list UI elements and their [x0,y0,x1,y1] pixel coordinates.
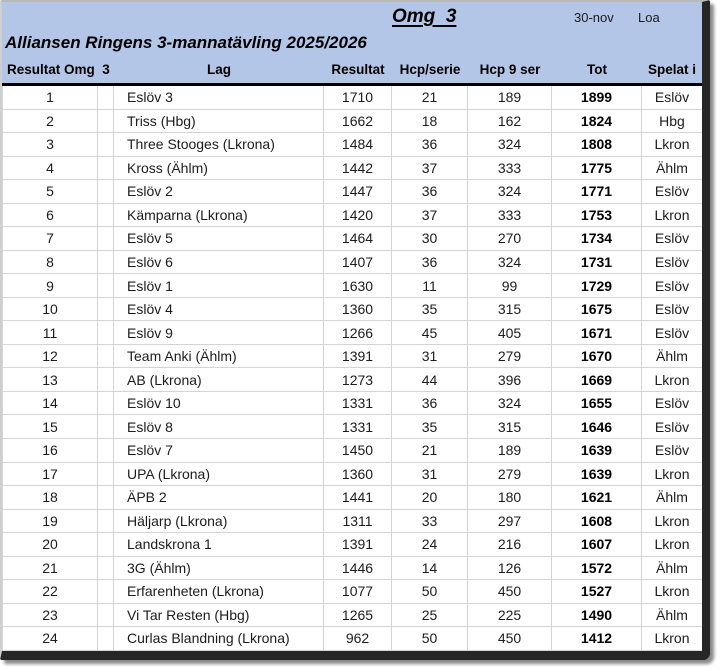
column-header-resultat-omg-3: Resultat Omg 3 [7,62,110,77]
cell-spacer[interactable] [98,510,114,534]
cell-spelat-i[interactable]: Lkron [642,368,702,392]
cell-hcp-9-ser[interactable]: 162 [468,110,552,134]
cell-spelat-i[interactable]: Lkron [642,204,702,228]
cell-hcp-9-ser[interactable]: 99 [468,274,552,298]
table-row [2,627,702,651]
cell-team[interactable]: Eslöv 5 [114,227,324,251]
cell-spacer[interactable] [98,86,114,110]
cell-team[interactable]: Triss (Hbg) [114,110,324,134]
cell-resultat[interactable]: 1360 [324,298,392,322]
cell-rank[interactable]: 15 [2,415,98,439]
cell-team[interactable]: Landskrona 1 [114,533,324,557]
cell-tot[interactable]: 1412 [552,627,642,651]
table-row [2,439,702,463]
cell-tot[interactable]: 1608 [552,510,642,534]
cell-team[interactable]: 3G (Ählm) [114,557,324,581]
cell-spelat-i[interactable]: Lkron [642,627,702,651]
cell-resultat[interactable]: 1450 [324,439,392,463]
table-row [2,392,702,416]
cell-hcp-serie[interactable]: 36 [392,251,468,275]
cell-tot[interactable]: 1671 [552,321,642,345]
cell-team[interactable]: Eslöv 3 [114,86,324,110]
cell-tot[interactable]: 1824 [552,110,642,134]
cell-hcp-9-ser[interactable]: 297 [468,510,552,534]
cell-team[interactable]: Kross (Ählm) [114,157,324,181]
cell-tot[interactable]: 1731 [552,251,642,275]
cell-hcp-serie[interactable]: 30 [392,227,468,251]
cell-resultat[interactable]: 1484 [324,133,392,157]
cell-tot[interactable]: 1572 [552,557,642,581]
cell-tot[interactable]: 1753 [552,204,642,228]
cell-spacer[interactable] [98,533,114,557]
cell-hcp-serie[interactable]: 50 [392,580,468,604]
cell-hcp-serie[interactable]: 33 [392,510,468,534]
table-row [2,345,702,369]
cell-resultat[interactable]: 1391 [324,345,392,369]
cell-hcp-9-ser[interactable]: 180 [468,486,552,510]
cell-team[interactable]: Curlas Blandning (Lkrona) [114,627,324,651]
cell-resultat[interactable]: 1077 [324,580,392,604]
cell-hcp-9-ser[interactable]: 324 [468,180,552,204]
date-label: 30-nov [574,10,614,25]
cell-rank[interactable]: 23 [2,604,98,628]
cell-rank[interactable]: 7 [2,227,98,251]
cell-hcp-serie[interactable]: 20 [392,486,468,510]
cell-spacer[interactable] [98,627,114,651]
table-row [2,274,702,298]
cell-spacer[interactable] [98,439,114,463]
cell-hcp-serie[interactable]: 18 [392,110,468,134]
cell-rank[interactable]: 3 [2,133,98,157]
cell-spacer[interactable] [98,133,114,157]
cell-team[interactable]: UPA (Lkrona) [114,463,324,487]
cell-rank[interactable]: 21 [2,557,98,581]
cell-rank[interactable]: 1 [2,86,98,110]
cell-team[interactable]: Eslöv 10 [114,392,324,416]
cell-spelat-i[interactable]: Eslöv [642,298,702,322]
cell-rank[interactable]: 22 [2,580,98,604]
cell-hcp-serie[interactable]: 37 [392,157,468,181]
cell-spacer[interactable] [98,298,114,322]
cell-resultat[interactable]: 1331 [324,415,392,439]
cell-hcp-9-ser[interactable]: 405 [468,321,552,345]
column-header-spelat-i: Spelat i [647,62,696,77]
cell-hcp-9-ser[interactable]: 270 [468,227,552,251]
cell-hcp-serie[interactable]: 36 [392,133,468,157]
cell-spacer[interactable] [98,157,114,181]
cell-hcp-serie[interactable]: 45 [392,321,468,345]
cell-team[interactable]: Eslöv 4 [114,298,324,322]
table-row [2,180,702,204]
cell-team[interactable]: ÄPB 2 [114,486,324,510]
table-row [2,227,702,251]
initials-label: Loa [638,10,660,25]
cell-rank[interactable]: 19 [2,510,98,534]
cell-tot[interactable]: 1734 [552,227,642,251]
cell-tot[interactable]: 1670 [552,345,642,369]
table-row [2,110,702,134]
cell-team[interactable]: Eslöv 8 [114,415,324,439]
table-row [2,486,702,510]
table-row [2,86,702,110]
cell-spacer[interactable] [98,227,114,251]
cell-resultat[interactable]: 1391 [324,533,392,557]
cell-rank[interactable]: 5 [2,180,98,204]
cell-spacer[interactable] [98,345,114,369]
table-row [2,415,702,439]
cell-tot[interactable]: 1808 [552,133,642,157]
cell-spelat-i[interactable]: Lkron [642,463,702,487]
cell-team[interactable]: Eslöv 6 [114,251,324,275]
cell-resultat[interactable]: 1273 [324,368,392,392]
cell-hcp-9-ser[interactable]: 450 [468,580,552,604]
cell-hcp-serie[interactable]: 36 [392,392,468,416]
table-row [2,580,702,604]
cell-spacer[interactable] [98,604,114,628]
cell-hcp-serie[interactable]: 21 [392,439,468,463]
cell-spacer[interactable] [98,110,114,134]
cell-resultat[interactable]: 1331 [324,392,392,416]
cell-rank[interactable]: 16 [2,439,98,463]
cell-hcp-serie[interactable]: 24 [392,533,468,557]
cell-hcp-9-ser[interactable]: 279 [468,463,552,487]
cell-hcp-9-ser[interactable]: 333 [468,204,552,228]
cell-hcp-9-ser[interactable]: 189 [468,86,552,110]
cell-team[interactable]: Eslöv 1 [114,274,324,298]
cell-rank[interactable]: 8 [2,251,98,275]
cell-rank[interactable]: 14 [2,392,98,416]
cell-hcp-serie[interactable]: 36 [392,180,468,204]
cell-resultat[interactable]: 1266 [324,321,392,345]
cell-hcp-9-ser[interactable]: 279 [468,345,552,369]
cell-hcp-serie[interactable]: 11 [392,274,468,298]
cell-rank[interactable]: 24 [2,627,98,651]
cell-spelat-i[interactable]: Eslöv [642,439,702,463]
cell-team[interactable]: Team Anki (Ählm) [114,345,324,369]
cell-hcp-9-ser[interactable]: 324 [468,392,552,416]
cell-hcp-serie[interactable]: 31 [392,345,468,369]
cell-team[interactable]: Eslöv 2 [114,180,324,204]
cell-hcp-9-ser[interactable]: 315 [468,298,552,322]
cell-spelat-i[interactable]: Lkron [642,133,702,157]
column-header-resultat: Resultat [331,62,385,77]
cell-resultat[interactable]: 1447 [324,180,392,204]
cell-tot[interactable]: 1669 [552,368,642,392]
cell-rank[interactable]: 12 [2,345,98,369]
cell-spelat-i[interactable]: Eslöv [642,392,702,416]
cell-hcp-serie[interactable]: 50 [392,627,468,651]
cell-hcp-serie[interactable]: 14 [392,557,468,581]
cell-hcp-9-ser[interactable]: 396 [468,368,552,392]
cell-tot[interactable]: 1775 [552,157,642,181]
cell-tot[interactable]: 1621 [552,486,642,510]
cell-resultat[interactable]: 1311 [324,510,392,534]
cell-spelat-i[interactable]: Eslöv [642,227,702,251]
cell-spelat-i[interactable]: Eslöv [642,180,702,204]
cell-tot[interactable]: 1607 [552,533,642,557]
cell-spacer[interactable] [98,392,114,416]
cell-team[interactable]: Eslöv 9 [114,321,324,345]
cell-team[interactable]: Three Stooges (Lkrona) [114,133,324,157]
cell-hcp-serie[interactable]: 35 [392,415,468,439]
cell-hcp-serie[interactable]: 37 [392,204,468,228]
cell-tot[interactable]: 1729 [552,274,642,298]
cell-spacer[interactable] [98,180,114,204]
table-row [2,463,702,487]
column-header-row [2,57,702,82]
column-header-tot: Tot [587,62,607,77]
cell-resultat[interactable]: 1630 [324,274,392,298]
cell-tot[interactable]: 1527 [552,580,642,604]
sheet-header [2,2,702,83]
table-row [2,204,702,228]
cell-team[interactable]: Erfarenheten (Lkrona) [114,580,324,604]
cell-rank[interactable]: 6 [2,204,98,228]
cell-hcp-serie[interactable]: 25 [392,604,468,628]
cell-spelat-i[interactable]: Eslöv [642,251,702,275]
cell-rank[interactable]: 11 [2,321,98,345]
table-row [2,557,702,581]
cell-spelat-i[interactable]: Ählm [642,604,702,628]
cell-spelat-i[interactable]: Lkron [642,510,702,534]
cell-resultat[interactable]: 1446 [324,557,392,581]
cell-team[interactable]: Eslöv 7 [114,439,324,463]
cell-hcp-9-ser[interactable]: 450 [468,627,552,651]
cell-hcp-serie[interactable]: 21 [392,86,468,110]
cell-rank[interactable]: 4 [2,157,98,181]
cell-tot[interactable]: 1639 [552,439,642,463]
cell-team[interactable]: Vi Tar Resten (Hbg) [114,604,324,628]
cell-tot[interactable]: 1771 [552,180,642,204]
cell-spacer[interactable] [98,415,114,439]
cell-spacer[interactable] [98,204,114,228]
cell-resultat[interactable]: 1265 [324,604,392,628]
cell-spelat-i[interactable]: Ählm [642,345,702,369]
cell-resultat[interactable]: 962 [324,627,392,651]
table-row [2,604,702,628]
cell-hcp-9-ser[interactable]: 225 [468,604,552,628]
cell-tot[interactable]: 1490 [552,604,642,628]
cell-team[interactable]: Kämparna (Lkrona) [114,204,324,228]
column-header-hcp-9-ser: Hcp 9 ser [479,62,541,77]
cell-rank[interactable]: 13 [2,368,98,392]
cell-hcp-9-ser[interactable]: 324 [468,133,552,157]
cell-resultat[interactable]: 1662 [324,110,392,134]
cell-spelat-i[interactable]: Eslöv [642,321,702,345]
cell-spacer[interactable] [98,368,114,392]
cell-spacer[interactable] [98,580,114,604]
cell-spelat-i[interactable]: Lkron [642,533,702,557]
cell-spelat-i[interactable]: Hbg [642,110,702,134]
table-row [2,298,702,322]
cell-resultat[interactable]: 1442 [324,157,392,181]
cell-resultat[interactable]: 1710 [324,86,392,110]
table-row [2,133,702,157]
cell-tot[interactable]: 1646 [552,415,642,439]
cell-hcp-9-ser[interactable]: 315 [468,415,552,439]
column-header-lag: Lag [206,62,231,77]
cell-spelat-i[interactable]: Lkron [642,580,702,604]
cell-rank[interactable]: 10 [2,298,98,322]
cell-hcp-9-ser[interactable]: 333 [468,157,552,181]
cell-team[interactable]: AB (Lkrona) [114,368,324,392]
cell-spacer[interactable] [98,557,114,581]
cell-tot[interactable]: 1899 [552,86,642,110]
cell-spelat-i[interactable]: Ählm [642,486,702,510]
cell-hcp-9-ser[interactable]: 189 [468,439,552,463]
cell-rank[interactable]: 20 [2,533,98,557]
cell-spelat-i[interactable]: Eslöv [642,274,702,298]
cell-hcp-serie[interactable]: 35 [392,298,468,322]
cell-tot[interactable]: 1639 [552,463,642,487]
cell-tot[interactable]: 1675 [552,298,642,322]
cell-resultat[interactable]: 1441 [324,486,392,510]
cell-resultat[interactable]: 1464 [324,227,392,251]
cell-rank[interactable]: 2 [2,110,98,134]
results-table [2,86,702,651]
cell-rank[interactable]: 17 [2,463,98,487]
cell-spelat-i[interactable]: Ählm [642,557,702,581]
cell-spacer[interactable] [98,321,114,345]
table-row [2,157,702,181]
table-row [2,251,702,275]
cell-rank[interactable]: 9 [2,274,98,298]
competition-title: Alliansen Ringens 3-mannatävling 2025/2026 [5,33,367,52]
cell-resultat[interactable]: 1360 [324,463,392,487]
cell-spelat-i[interactable]: Eslöv [642,415,702,439]
cell-hcp-serie[interactable]: 44 [392,368,468,392]
table-row [2,533,702,557]
table-row [2,321,702,345]
cell-spacer[interactable] [98,251,114,275]
cell-hcp-9-ser[interactable]: 216 [468,533,552,557]
column-header-hcp-serie: Hcp/serie [399,62,461,77]
cell-spelat-i[interactable]: Ählm [642,157,702,181]
cell-spelat-i[interactable]: Eslöv [642,86,702,110]
cell-resultat[interactable]: 1407 [324,251,392,275]
table-row [2,510,702,534]
cell-hcp-9-ser[interactable]: 126 [468,557,552,581]
cell-rank[interactable]: 18 [2,486,98,510]
cell-spacer[interactable] [98,486,114,510]
round-title: Omg 3 [392,6,457,27]
cell-hcp-9-ser[interactable]: 324 [468,251,552,275]
cell-team[interactable]: Häljarp (Lkrona) [114,510,324,534]
cell-resultat[interactable]: 1420 [324,204,392,228]
cell-tot[interactable]: 1655 [552,392,642,416]
table-row [2,368,702,392]
cell-hcp-serie[interactable]: 31 [392,463,468,487]
cell-spacer[interactable] [98,274,114,298]
cell-spacer[interactable] [98,463,114,487]
